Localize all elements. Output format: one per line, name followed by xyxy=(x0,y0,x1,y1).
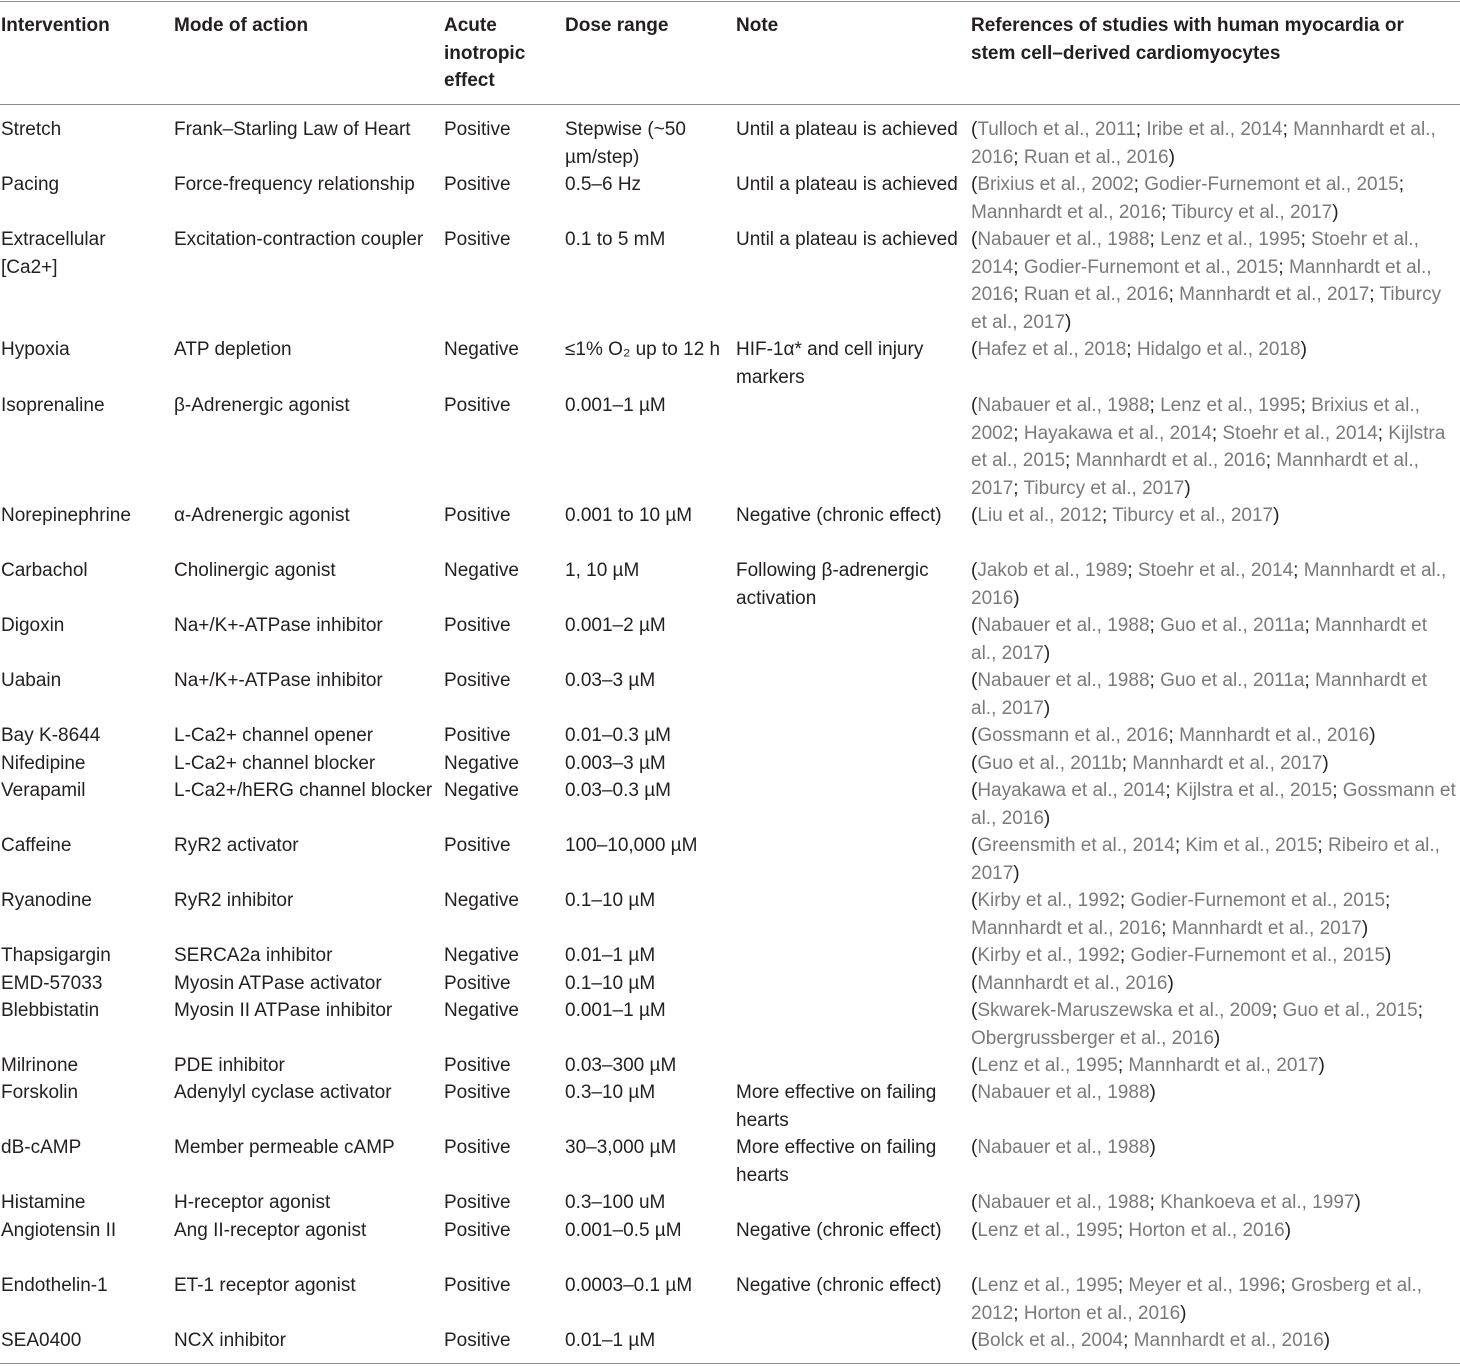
cell-intervention: Thapsigargin xyxy=(1,945,111,966)
reference-citation[interactable]: Jakob et al., 1989 xyxy=(977,560,1128,581)
reference-citation[interactable]: Ruan et al., 2016 xyxy=(1023,146,1169,168)
reference-citation[interactable]: Mannhardt et al., 2016 xyxy=(971,256,1432,305)
cell-dose-range: 100–10,000 µM xyxy=(565,835,698,856)
cell-references: (Nabauer et al., 1988; Lenz et al., 1995; Stoehr et al., 2014; Godier-Furnemont et al., 2015; Mannhardt et al., 2016; Ruan et al., 2016; Mannhardt et al., 2017; Tiburcy et al., 2017) xyxy=(971,229,1442,333)
cell-dose-range: 1, 10 µM xyxy=(565,560,640,581)
reference-citation[interactable]: Mannhardt et al., 2017 xyxy=(1171,917,1362,939)
cell-dose-range: 0.01–1 µM xyxy=(565,1330,656,1351)
cell-intervention: EMD-57033 xyxy=(1,973,103,994)
reference-citation[interactable]: Mannhardt et al., 2016 xyxy=(971,201,1162,223)
cell-mode-of-action: Cholinergic agonist xyxy=(174,560,336,581)
cell-mode-of-action: ET-1 receptor agonist xyxy=(174,1275,356,1296)
cell-references: (Brixius et al., 2002; Godier-Furnemont et al., 2015; Mannhardt et al., 2016; Tiburcy et al., 2017) xyxy=(971,174,1405,223)
cell-dose-range: 0.003–3 µM xyxy=(565,753,666,774)
cell-mode-of-action: Na+/K+-ATPase inhibitor xyxy=(174,615,383,636)
header-dose-range: Dose range xyxy=(565,15,669,36)
cell-acute-effect: Negative xyxy=(444,780,519,801)
cell-references: (Nabauer et al., 1988; Khankoeva et al., 1997) xyxy=(971,1192,1361,1213)
cell-mode-of-action: Na+/K+-ATPase inhibitor xyxy=(174,670,383,691)
cell-acute-effect: Positive xyxy=(444,505,511,526)
cell-dose-range: 30–3,000 µM xyxy=(565,1137,677,1158)
cell-references: (Guo et al., 2011b; Mannhardt et al., 2017) xyxy=(971,753,1329,774)
cell-intervention: Endothelin-1 xyxy=(1,1275,108,1296)
reference-citation[interactable]: Nabauer et al., 1988 xyxy=(977,1192,1150,1213)
reference-citation[interactable]: Tiburcy et al., 2017 xyxy=(1023,477,1185,499)
reference-citation[interactable]: Hayakawa et al., 2014 xyxy=(1023,422,1212,444)
reference-citation[interactable]: Skwarek-Maruszewska et al., 2009 xyxy=(977,1000,1272,1021)
reference-citation[interactable]: Mannhardt et al., 2017 xyxy=(1132,753,1323,774)
cell-intervention: Bay K-8644 xyxy=(1,725,101,746)
reference-citation[interactable]: Kirby et al., 1992 xyxy=(977,890,1120,911)
cell-mode-of-action: Ang II-receptor agonist xyxy=(174,1220,367,1241)
reference-citation[interactable]: Khankoeva et al., 1997 xyxy=(1160,1192,1355,1213)
cell-note: More effective on failing hearts xyxy=(736,1137,937,1186)
cell-mode-of-action: Force-frequency relationship xyxy=(174,174,415,195)
cell-dose-range: 0.0003–0.1 µM xyxy=(565,1275,693,1296)
reference-citation[interactable]: Ruan et al., 2016 xyxy=(1023,284,1169,305)
cell-dose-range: 0.1–10 µM xyxy=(565,973,656,994)
reference-citation[interactable]: Godier-Furnemont et al., 2015 xyxy=(1144,174,1399,195)
cell-acute-effect: Positive xyxy=(444,119,511,140)
cell-dose-range: 0.1–10 µM xyxy=(565,890,656,911)
reference-citation[interactable]: Tiburcy et al., 2017 xyxy=(1112,505,1274,526)
reference-citation[interactable]: Obergrussberger et al., 2016 xyxy=(971,1027,1214,1049)
reference-citation[interactable]: Tulloch et al., 2011 xyxy=(977,119,1136,140)
cell-dose-range: 0.3–100 uM xyxy=(565,1192,666,1213)
cell-references: (Lenz et al., 1995; Mannhardt et al., 2017) xyxy=(971,1055,1325,1076)
cell-acute-effect: Positive xyxy=(444,1137,511,1158)
header-intervention: Intervention xyxy=(1,15,110,36)
cell-intervention: Digoxin xyxy=(1,615,65,636)
reference-citation[interactable]: Gossmann et al., 2016 xyxy=(977,725,1169,746)
reference-citation[interactable]: Tiburcy et al., 2017 xyxy=(971,284,1442,333)
reference-citation[interactable]: Guo et al., 2011a xyxy=(1160,615,1305,636)
reference-citation[interactable]: Horton et al., 2016 xyxy=(1023,1302,1181,1324)
cell-note: Following β-adrenergic activation xyxy=(736,560,929,609)
cell-note: Negative (chronic effect) xyxy=(736,1220,942,1241)
reference-citation[interactable]: Mannhardt et al., 2016 xyxy=(1133,1330,1324,1351)
reference-citation[interactable]: Mannhardt et al., 2016 xyxy=(971,560,1447,609)
header-note: Note xyxy=(736,15,779,36)
reference-citation[interactable]: Hidalgo et al., 2018 xyxy=(1136,339,1301,360)
cell-references: (Lenz et al., 1995; Horton et al., 2016) xyxy=(971,1220,1292,1241)
cell-acute-effect: Negative xyxy=(444,339,519,360)
cell-dose-range: 0.001–1 µM xyxy=(565,395,666,416)
reference-citation[interactable]: Bolck et al., 2004 xyxy=(977,1330,1124,1351)
cell-acute-effect: Positive xyxy=(444,1220,511,1241)
cell-intervention: Hypoxia xyxy=(1,339,70,360)
reference-citation[interactable]: Horton et al., 2016 xyxy=(1128,1220,1285,1241)
reference-citation[interactable]: Guo et al., 2015 xyxy=(1282,1000,1418,1021)
cell-intervention: SEA0400 xyxy=(1,1330,82,1351)
table-top-rule xyxy=(0,1,1460,2)
reference-citation[interactable]: Liu et al., 2012 xyxy=(977,505,1102,526)
cell-intervention: dB-cAMP xyxy=(1,1137,82,1158)
reference-citation[interactable]: Greensmith et al., 2014 xyxy=(977,835,1175,856)
reference-citation[interactable]: Lenz et al., 1995 xyxy=(1160,395,1301,416)
cell-references: (Tulloch et al., 2011; Iribe et al., 2014; Mannhardt et al., 2016; Ruan et al., 2016) xyxy=(971,119,1436,168)
cell-intervention: Milrinone xyxy=(1,1055,79,1076)
cell-mode-of-action: L-Ca2+/hERG channel blocker xyxy=(174,780,433,801)
cell-references: (Nabauer et al., 1988; Guo et al., 2011a; Mannhardt et al., 2017) xyxy=(971,615,1427,664)
cell-references: (Skwarek-Maruszewska et al., 2009; Guo et al., 2015; Obergrussberger et al., 2016) xyxy=(971,1000,1424,1049)
cell-intervention: Extracellular [Ca2+] xyxy=(1,229,106,278)
cell-references: (Lenz et al., 1995; Meyer et al., 1996; Grosberg et al., 2012; Horton et al., 2016) xyxy=(971,1275,1422,1324)
cell-mode-of-action: RyR2 inhibitor xyxy=(174,890,294,911)
cell-mode-of-action: Myosin II ATPase inhibitor xyxy=(174,1000,393,1021)
cell-references: (Nabauer et al., 1988; Guo et al., 2011a; Mannhardt et al., 2017) xyxy=(971,670,1427,719)
reference-citation[interactable]: Nabauer et al., 1988 xyxy=(977,229,1150,250)
cell-acute-effect: Negative xyxy=(444,560,519,581)
cell-intervention: Verapamil xyxy=(1,780,86,801)
cell-dose-range: Stepwise (~50 µm/step) xyxy=(565,119,686,168)
cell-mode-of-action: L-Ca2+ channel blocker xyxy=(174,753,376,774)
cell-references: (Hafez et al., 2018; Hidalgo et al., 2018) xyxy=(971,339,1307,360)
reference-citation[interactable]: Meyer et al., 1996 xyxy=(1128,1275,1281,1296)
reference-citation[interactable]: Mannhardt et al., 2017 xyxy=(971,615,1427,664)
cell-acute-effect: Negative xyxy=(444,890,519,911)
header-references: References of studies with human myocardia or stem cell–derived cardiomyocytes xyxy=(971,15,1404,64)
cell-references: (Nabauer et al., 1988) xyxy=(971,1082,1156,1103)
reference-citation[interactable]: Mannhardt et al., 2017 xyxy=(1128,1055,1319,1076)
reference-citation[interactable]: Mannhardt et al., 2016 xyxy=(977,973,1168,994)
cell-acute-effect: Positive xyxy=(444,615,511,636)
reference-citation[interactable]: Lenz et al., 1995 xyxy=(977,1220,1118,1241)
header-rule xyxy=(0,104,1460,105)
reference-citation[interactable]: Mannhardt et al., 2017 xyxy=(1179,284,1370,305)
cell-acute-effect: Positive xyxy=(444,670,511,691)
cell-mode-of-action: ATP depletion xyxy=(174,339,292,360)
cell-acute-effect: Negative xyxy=(444,945,519,966)
cell-note: Until a plateau is achieved xyxy=(736,174,958,195)
cell-acute-effect: Positive xyxy=(444,1330,511,1351)
cell-acute-effect: Positive xyxy=(444,174,511,195)
header-acute-inotropic-effect: Acute inotropic effect xyxy=(444,15,526,91)
reference-citation[interactable]: Kirby et al., 1992 xyxy=(977,945,1120,966)
cell-intervention: Stretch xyxy=(1,119,62,140)
reference-citation[interactable]: Godier-Furnemont et al., 2015 xyxy=(1130,890,1386,911)
reference-citation[interactable]: Ribeiro et al., 2017 xyxy=(971,835,1440,884)
reference-citation[interactable]: Stoehr et al., 2014 xyxy=(1137,560,1294,581)
cell-dose-range: 0.001–1 µM xyxy=(565,1000,666,1021)
cell-intervention: Uabain xyxy=(1,670,62,691)
reference-citation[interactable]: Stoehr et al., 2014 xyxy=(1222,422,1378,444)
cell-references: (Hayakawa et al., 2014; Kijlstra et al., 2015; Gossmann et al., 2016) xyxy=(971,780,1456,829)
reference-citation[interactable]: Hafez et al., 2018 xyxy=(977,339,1127,360)
cell-mode-of-action: Excitation-contraction coupler xyxy=(174,229,424,250)
cell-dose-range: ≤1% O₂ up to 12 h xyxy=(565,339,721,360)
cell-references: (Kirby et al., 1992; Godier-Furnemont et al., 2015; Mannhardt et al., 2016; Mannhardt et al., 2017) xyxy=(971,890,1391,939)
reference-citation[interactable]: Iribe et al., 2014 xyxy=(1146,119,1283,140)
cell-mode-of-action: Frank–Starling Law of Heart xyxy=(174,119,411,140)
header-mode-of-action: Mode of action xyxy=(174,15,309,36)
reference-citation[interactable]: Nabauer et al., 1988 xyxy=(977,615,1150,636)
cell-intervention: Forskolin xyxy=(1,1082,79,1103)
cell-dose-range: 0.001 to 10 µM xyxy=(565,505,693,526)
reference-citation[interactable]: Guo et al., 2011b xyxy=(977,753,1122,774)
cell-mode-of-action: NCX inhibitor xyxy=(174,1330,286,1351)
cell-intervention: Pacing xyxy=(1,174,60,195)
cell-mode-of-action: Myosin ATPase activator xyxy=(174,973,382,994)
reference-citation[interactable]: Tiburcy et al., 2017 xyxy=(1171,201,1333,223)
cell-references: (Bolck et al., 2004; Mannhardt et al., 2016) xyxy=(971,1330,1331,1351)
cell-intervention: Caffeine xyxy=(1,835,72,856)
cell-intervention: Ryanodine xyxy=(1,890,92,911)
cell-note: More effective on failing hearts xyxy=(736,1082,937,1131)
reference-citation[interactable]: Nabauer et al., 1988 xyxy=(977,395,1150,416)
reference-citation[interactable]: Lenz et al., 1995 xyxy=(977,1275,1118,1296)
cell-references: (Greensmith et al., 2014; Kim et al., 2015; Ribeiro et al., 2017) xyxy=(971,835,1440,884)
reference-citation[interactable]: Gossmann et al., 2016 xyxy=(971,780,1456,829)
cell-mode-of-action: L-Ca2+ channel opener xyxy=(174,725,374,746)
cell-references: (Gossmann et al., 2016; Mannhardt et al., 2016) xyxy=(971,725,1376,746)
cell-note: Until a plateau is achieved xyxy=(736,119,958,140)
reference-citation[interactable]: Brixius et al., 2002 xyxy=(971,395,1420,444)
cell-acute-effect: Negative xyxy=(444,1000,519,1021)
cell-dose-range: 0.03–300 µM xyxy=(565,1055,677,1076)
cell-intervention: Nifedipine xyxy=(1,753,86,774)
cell-dose-range: 0.3–10 µM xyxy=(565,1082,656,1103)
reference-citation[interactable]: Kijlstra et al., 2015 xyxy=(971,422,1446,471)
cell-acute-effect: Positive xyxy=(444,229,511,250)
cell-intervention: Isoprenaline xyxy=(1,395,105,416)
cell-intervention: Carbachol xyxy=(1,560,88,581)
cell-acute-effect: Positive xyxy=(444,725,511,746)
cell-dose-range: 0.001–0.5 µM xyxy=(565,1220,682,1241)
reference-citation[interactable]: Grosberg et al., 2012 xyxy=(971,1275,1422,1324)
cell-references: (Nabauer et al., 1988; Lenz et al., 1995; Brixius et al., 2002; Hayakawa et al., 2014; Stoehr et al., 2014; Kijlstra et al., 2015; Mannhardt et al., 2016; Mannhardt et al., 2017; Tiburcy et al., 2017) xyxy=(971,395,1446,499)
reference-citation[interactable]: Hayakawa et al., 2014 xyxy=(977,780,1166,801)
cell-intervention: Angiotensin II xyxy=(1,1220,117,1241)
cell-acute-effect: Positive xyxy=(444,1055,511,1076)
cell-mode-of-action: α-Adrenergic agonist xyxy=(174,505,350,526)
cell-intervention: Norepinephrine xyxy=(1,505,131,526)
reference-citation[interactable]: Godier-Furnemont et al., 2015 xyxy=(1130,945,1386,966)
cell-mode-of-action: PDE inhibitor xyxy=(174,1055,285,1076)
reference-citation[interactable]: Lenz et al., 1995 xyxy=(977,1055,1118,1076)
cell-dose-range: 0.01–0.3 µM xyxy=(565,725,672,746)
reference-citation[interactable]: Stoehr et al., 2014 xyxy=(971,229,1419,278)
cell-acute-effect: Positive xyxy=(444,973,511,994)
reference-citation[interactable]: Mannhardt et al., 2016 xyxy=(1179,725,1370,746)
cell-acute-effect: Positive xyxy=(444,1082,511,1103)
cell-intervention: Blebbistatin xyxy=(1,1000,100,1021)
cell-mode-of-action: H-receptor agonist xyxy=(174,1192,331,1213)
cell-mode-of-action: Member permeable cAMP xyxy=(174,1137,395,1158)
cell-acute-effect: Positive xyxy=(444,395,511,416)
cell-references: (Jakob et al., 1989; Stoehr et al., 2014; Mannhardt et al., 2016) xyxy=(971,560,1447,609)
cell-dose-range: 0.03–3 µM xyxy=(565,670,656,691)
table-bottom-rule xyxy=(0,1363,1460,1364)
cell-dose-range: 0.001–2 µM xyxy=(565,615,666,636)
cell-acute-effect: Positive xyxy=(444,1192,511,1213)
cell-references: (Liu et al., 2012; Tiburcy et al., 2017) xyxy=(971,505,1280,526)
reference-citation[interactable]: Mannhardt et al., 2017 xyxy=(971,450,1419,499)
reference-citation[interactable]: Mannhardt et al., 2017 xyxy=(971,670,1427,719)
cell-dose-range: 0.5–6 Hz xyxy=(565,174,642,195)
cell-references: (Kirby et al., 1992; Godier-Furnemont et al., 2015) xyxy=(971,945,1392,966)
cell-note: Negative (chronic effect) xyxy=(736,505,942,526)
cell-dose-range: 0.1 to 5 mM xyxy=(565,229,666,250)
reference-citation[interactable]: Kim et al., 2015 xyxy=(1185,835,1318,856)
cell-mode-of-action: β-Adrenergic agonist xyxy=(174,395,350,416)
cell-references: (Nabauer et al., 1988) xyxy=(971,1137,1156,1158)
reference-citation[interactable]: Nabauer et al., 1988 xyxy=(977,1137,1150,1158)
cell-references: (Mannhardt et al., 2016) xyxy=(971,973,1174,994)
reference-citation[interactable]: Godier-Furnemont et al., 2015 xyxy=(1023,256,1279,278)
reference-citation[interactable]: Nabauer et al., 1988 xyxy=(977,670,1150,691)
cell-mode-of-action: RyR2 activator xyxy=(174,835,299,856)
reference-citation[interactable]: Nabauer et al., 1988 xyxy=(977,1082,1150,1103)
reference-citation[interactable]: Mannhardt et al., 2016 xyxy=(971,917,1162,939)
cell-dose-range: 0.01–1 µM xyxy=(565,945,656,966)
reference-citation[interactable]: Mannhardt et al., 2016 xyxy=(1075,450,1266,471)
cell-note: Negative (chronic effect) xyxy=(736,1275,942,1296)
cell-dose-range: 0.03–0.3 µM xyxy=(565,780,672,801)
cell-note: Until a plateau is achieved xyxy=(736,229,958,250)
cell-acute-effect: Positive xyxy=(444,1275,511,1296)
reference-citation[interactable]: Lenz et al., 1995 xyxy=(1160,229,1301,250)
cell-acute-effect: Negative xyxy=(444,753,519,774)
reference-citation[interactable]: Mannhardt et al., 2016 xyxy=(971,119,1436,168)
cell-mode-of-action: Adenylyl cyclase activator xyxy=(174,1082,392,1103)
reference-citation[interactable]: Guo et al., 2011a xyxy=(1160,670,1305,691)
cell-note: HIF-1α* and cell injury markers xyxy=(736,339,924,388)
cell-mode-of-action: SERCA2a inhibitor xyxy=(174,945,333,966)
cell-intervention: Histamine xyxy=(1,1192,86,1213)
reference-citation[interactable]: Kijlstra et al., 2015 xyxy=(1175,780,1333,801)
cell-acute-effect: Positive xyxy=(444,835,511,856)
reference-citation[interactable]: Brixius et al., 2002 xyxy=(977,174,1134,195)
